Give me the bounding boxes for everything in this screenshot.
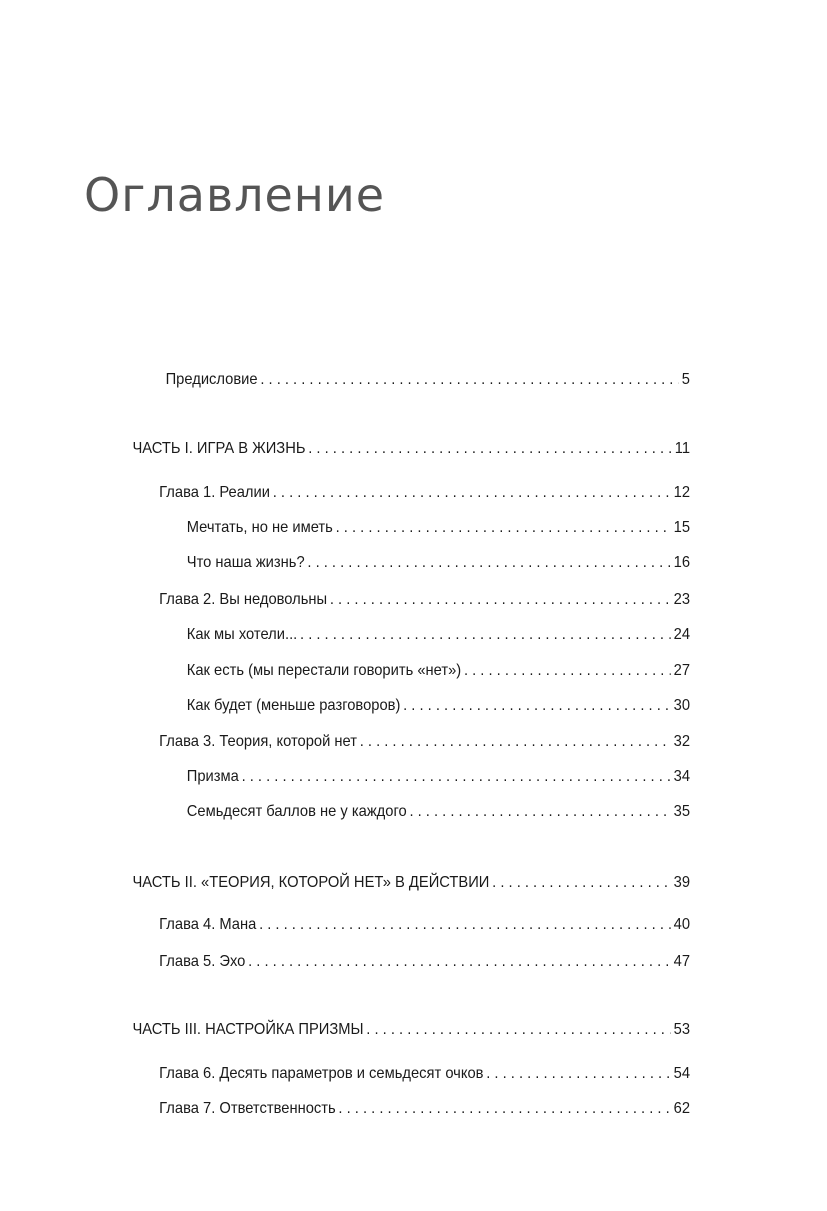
toc-entry-label: Как мы хотели... (186, 626, 298, 643)
toc-entry-page: 32 (673, 733, 690, 750)
toc-entry-chapter-5[interactable] (159, 952, 690, 972)
toc-entry-label: ЧАСТЬ II. «ТЕОРИЯ, КОТОРОЙ НЕТ» В ДЕЙСТВИИ (132, 874, 490, 891)
toc-entry-page: 39 (673, 874, 690, 891)
dot-leader (486, 1064, 671, 1084)
toc-entry-label: Что наша жизнь? (186, 554, 305, 571)
dot-leader (366, 1020, 671, 1040)
toc-entry-label: Глава 2. Вы недовольны (159, 591, 328, 608)
toc-entry-page: 12 (673, 484, 690, 501)
dot-leader (273, 483, 671, 503)
toc-entry-page: 53 (673, 1021, 690, 1038)
page-title: Оглавление (84, 168, 386, 222)
toc-entry-label: Глава 1. Реалии (159, 484, 270, 501)
toc-entry-preface[interactable] (166, 370, 690, 390)
toc-entry-page: 5 (681, 371, 690, 388)
toc-entry-chapter-1[interactable] (159, 483, 690, 503)
toc-entry-label: Глава 6. Десять параметров и семьдесят очков (159, 1065, 484, 1082)
dot-leader (492, 873, 671, 893)
dot-leader (242, 767, 671, 787)
dot-leader (403, 696, 671, 716)
toc-entry-label: Семьдесят баллов не у каждого (186, 803, 407, 820)
dot-leader (308, 439, 672, 459)
toc-entry-section[interactable] (187, 553, 690, 573)
toc-entry-page: 11 (674, 440, 690, 457)
toc-entry-page: 30 (673, 697, 690, 714)
toc-entry-part-1[interactable] (132, 439, 690, 459)
toc-entry-chapter-3[interactable] (159, 732, 690, 752)
dot-leader (307, 553, 670, 573)
toc-entry-label: Призма (186, 768, 239, 785)
toc-entry-label: Как есть (мы перестали говорить «нет») (186, 662, 462, 679)
toc-entry-chapter-7[interactable] (159, 1099, 690, 1119)
dot-leader (336, 518, 671, 538)
toc-entry-label: Мечтать, но не иметь (186, 519, 333, 536)
dot-leader (260, 370, 679, 390)
toc-entry-page: 47 (673, 953, 690, 970)
toc-entry-page: 54 (673, 1065, 690, 1082)
toc-entry-page: 34 (673, 768, 690, 785)
toc-entry-label: ЧАСТЬ III. НАСТРОЙКА ПРИЗМЫ (132, 1021, 364, 1038)
toc-entry-section[interactable] (187, 625, 690, 645)
toc-entry-label: ЧАСТЬ I. ИГРА В ЖИЗНЬ (132, 440, 306, 457)
toc-entry-part-3[interactable] (132, 1020, 690, 1040)
toc-entry-section[interactable] (187, 767, 690, 787)
toc-entry-section[interactable] (187, 661, 690, 681)
toc-entry-section[interactable] (187, 518, 690, 538)
dot-leader (248, 952, 671, 972)
dot-leader (409, 802, 670, 822)
dot-leader (300, 625, 671, 645)
toc-entry-part-2[interactable] (132, 873, 690, 893)
toc-entry-page: 27 (673, 662, 690, 679)
toc-entry-section[interactable] (187, 696, 690, 716)
toc-entry-chapter-4[interactable] (159, 915, 690, 935)
dot-leader (259, 915, 671, 935)
toc-entry-page: 24 (673, 626, 690, 643)
toc-entry-page: 23 (673, 591, 690, 608)
toc-entry-label: Предисловие (165, 371, 258, 388)
toc-entry-chapter-2[interactable] (159, 590, 690, 610)
toc-entry-label: Глава 4. Мана (159, 916, 257, 933)
toc-entry-label: Глава 3. Теория, которой нет (159, 733, 357, 750)
toc-entry-page: 15 (673, 519, 690, 536)
toc-entry-page: 35 (673, 803, 690, 820)
dot-leader (464, 661, 671, 681)
toc-entry-chapter-6[interactable] (159, 1064, 690, 1084)
toc-entry-label: Глава 5. Эхо (159, 953, 246, 970)
dot-leader (330, 590, 671, 610)
dot-leader (338, 1099, 670, 1119)
toc-entry-page: 16 (673, 554, 690, 571)
toc-entry-section[interactable] (187, 802, 690, 822)
dot-leader (360, 732, 671, 752)
toc-entry-label: Глава 7. Ответственность (159, 1100, 336, 1117)
toc-entry-page: 62 (673, 1100, 690, 1117)
toc-entry-page: 40 (673, 916, 690, 933)
toc-entry-label: Как будет (меньше разговоров) (186, 697, 401, 714)
